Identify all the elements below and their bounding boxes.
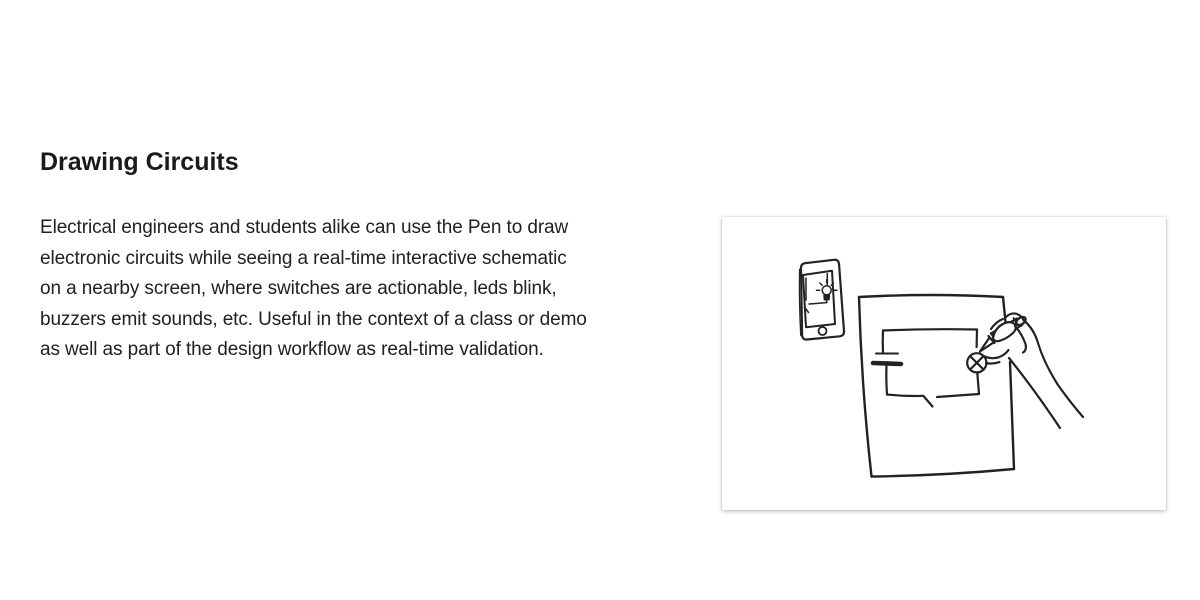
battery-symbol [873,354,901,365]
paragraph-line: Electrical engineers and students alike can use the Pen to draw [40,217,569,238]
circuit-drawing-illustration [722,217,1166,510]
circuit-sketch [873,329,986,406]
wire-bottom-left [887,395,923,396]
illustration-sketch [799,260,1083,477]
paper-sheet-sketch [859,295,1014,477]
phone-sketch [799,260,844,340]
wire-left-lower [886,366,887,395]
phone-screen [803,271,835,327]
illustration-card [722,217,1166,510]
hand-and-pen-sketch [980,313,1083,428]
home-button [819,327,827,335]
paragraph-line: buzzers emit sounds, etc. Useful in the context of a class or demo [40,308,587,330]
wire-right-lower [977,373,979,394]
paragraph-line: as well as part of the design workflow as real-time validation. [40,339,544,360]
index-finger-line [1015,326,1026,353]
curled-fingers-line [983,350,1009,358]
arm-bottom-contour [1009,358,1060,428]
arm-top-contour [1024,320,1084,417]
wire-top [883,329,977,330]
curled-fingers-line [986,362,1000,364]
thumb-outline [993,322,1016,341]
page-title: Drawing Circuits [40,148,239,176]
wire-bottom-right [937,394,979,397]
paragraph-line: electronic circuits while seeing a real-time interactive schematic [40,247,567,269]
paragraph-line: on a nearby screen, where switches are actionable, leds blink, [40,278,557,299]
switch-symbol [924,396,933,407]
body-paragraph [40,213,720,366]
